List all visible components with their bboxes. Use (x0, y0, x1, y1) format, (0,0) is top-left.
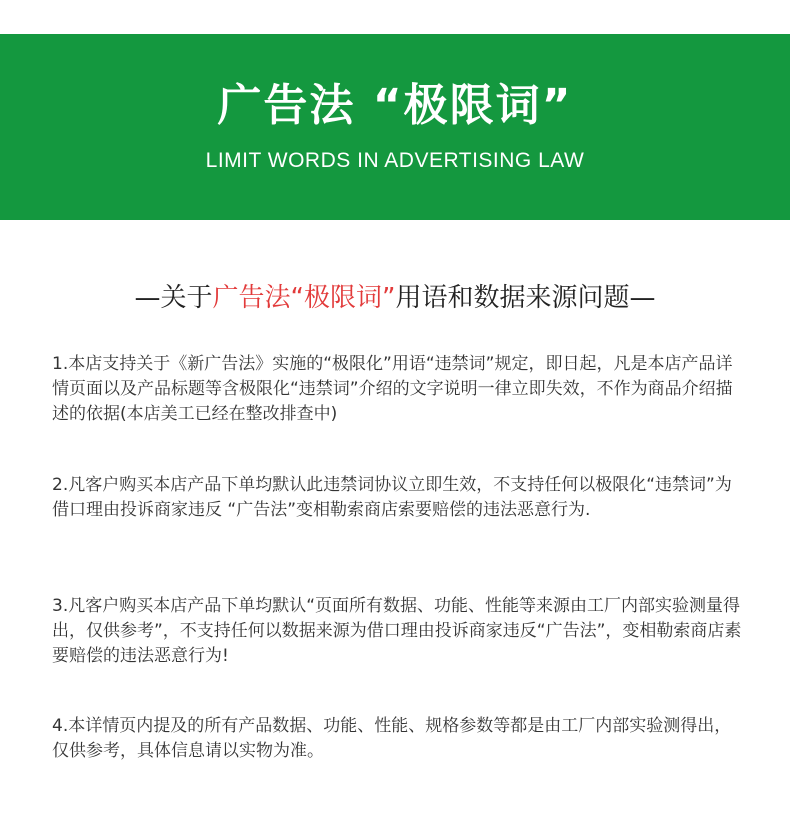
banner-subtitle: LIMIT WORDS IN ADVERTISING LAW (205, 149, 585, 172)
notice-paragraph-2: 2.凡客户购买本店产品下单均默认此违禁词协议立即生效，不支持任何以极限化“违禁词”为借口理由投诉商家违反 “广告法”变相勒索商店索要赔偿的违法恶意行为. (52, 475, 732, 520)
heading-highlight: 广告法“极限词” (212, 283, 396, 313)
heading-prefix: —关于 (134, 283, 213, 313)
notice-paragraph-3: 3.凡客户购买本店产品下单均默认“页面所有数据、功能、性能等来源由工厂内部实验测量得出，仅供参考”，不支持任何以数据来源为借口理由投诉商家违反“广告法”，变相勒索商店素要赔偿的违法恶意行为! (52, 596, 742, 666)
banner-title: 广告法 “极限词” (217, 80, 573, 131)
header-banner (0, 34, 790, 220)
heading-suffix: 用语和数据来源问题— (395, 283, 656, 313)
section-heading (0, 278, 790, 318)
notice-paragraph-4: 4.本详情页内提及的所有产品数据、功能、性能、规格参数等都是由工厂内部实验测得出，仅供参考，具体信息请以实物为准。 (52, 716, 732, 761)
notice-paragraph-1: 1.本店支持关于《新广告法》实施的“极限化”用语“违禁词”规定，即日起，凡是本店产品详情页面以及产品标题等含极限化“违禁词”介绍的文字说明一律立即失效，不作为商品介绍描述的依据(本店美工已经在整改排查中) (52, 354, 733, 424)
